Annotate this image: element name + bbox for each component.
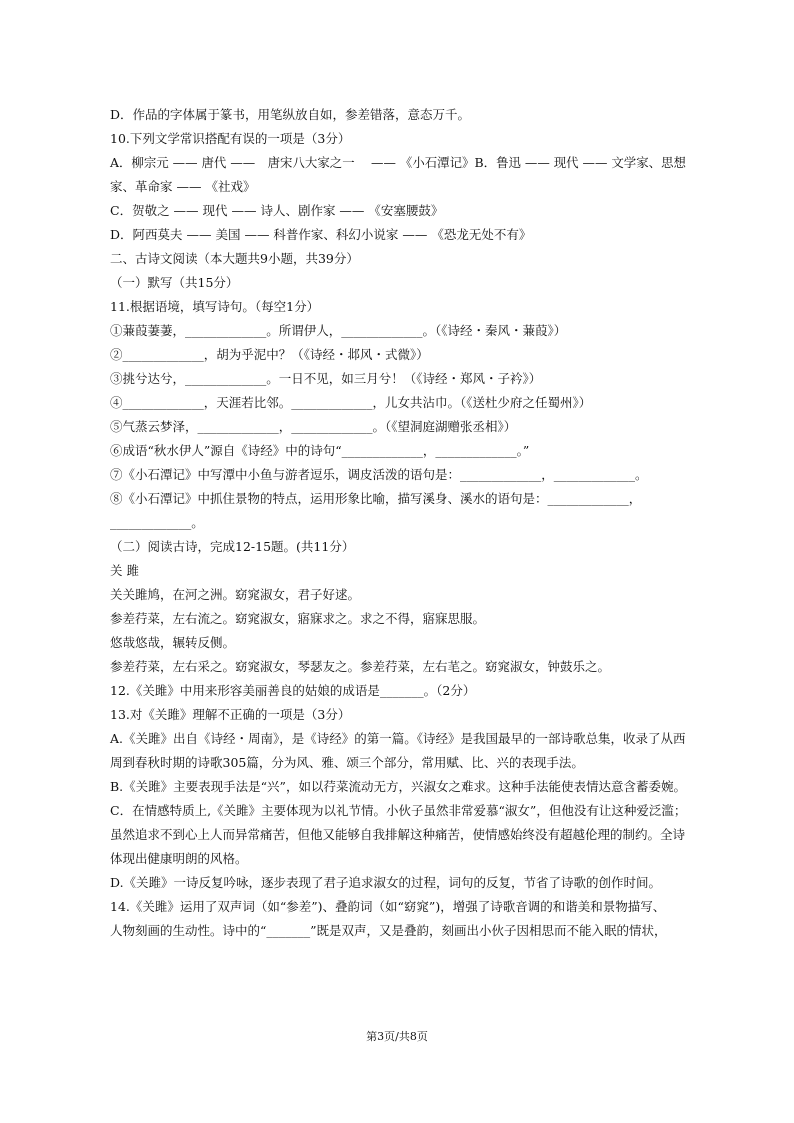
- poem-title: 关 雎: [110, 563, 139, 578]
- text-line: 14.《关雎》运用了双声词（如“参差”)、叠韵词（如“窈窕”)，增强了诗歌音调的和谐美和景物描写、: [110, 899, 666, 914]
- subsection-heading: （二）阅读古诗，完成12-15题。(共11分）: [110, 539, 355, 554]
- text-line: 体现出健康明朗的风格。: [110, 851, 248, 866]
- text-line: B.《关雎》主要表现手法是“兴”，如以荇菜流动无方，兴淑女之难求。这种手法能使表情达意含蓄委婉。: [110, 779, 686, 794]
- text-line: C．在情感特质上,《关雎》主要体现为以礼节情。小伙子虽然非常爱慕“淑女”，但他没有让这种爱泛滥；: [110, 803, 687, 818]
- text-line: ⑧《小石潭记》中抓住景物的特点，运用形象比喻，描写溪身、溪水的语句是：_____________，: [110, 491, 642, 506]
- question-heading: 11.根据语境，填写诗句。（每空1分）: [110, 299, 320, 314]
- text-line: ③挑兮达兮，_____________。一日不见，如三月兮！（《诗经・郑风・子衿》）: [110, 371, 542, 386]
- question-heading: 13.对《关雎》理解不正确的一项是（3分）: [110, 707, 351, 722]
- poem-line: 关关雎鸠，在河之洲。窈窕淑女，君子好逑。: [110, 587, 361, 602]
- section-heading: 二、古诗文阅读（本大题共9小题，共39分）: [110, 251, 359, 266]
- text-line: D．阿西莫夫 —— 美国 —— 科普作家、科幻小说家 —— 《恐龙无处不有》: [110, 227, 532, 242]
- poem-line: 悠哉悠哉，辗转反侧。: [110, 635, 236, 650]
- text-line: 人物刻画的生动性。诗中的“_______”既是双声，又是叠韵，刻画出小伙子因相思而不能入眠的情状，: [110, 923, 667, 938]
- page-footer: 第3页/共8页: [366, 1030, 428, 1043]
- text-line: D．作品的字体属于篆书，用笔纵放自如，参差错落，意态万千。: [110, 107, 471, 122]
- subsection-heading: （一）默写（共15分）: [110, 275, 239, 290]
- text-line: C．贺敬之 —— 现代 —— 诗人、剧作家 —— 《安塞腰鼓》: [110, 203, 444, 218]
- poem-line: 参差荇菜，左右采之。窈窕淑女，琴瑟友之。参差荇菜，左右芼之。窈窕淑女，钟鼓乐之。: [110, 659, 611, 674]
- text-line: 12.《关雎》中用来形容美丽善良的姑娘的成语是_______。（2分）: [110, 683, 476, 698]
- text-line: ②_____________，胡为乎泥中？（《诗经・邶风・式微》）: [110, 347, 429, 362]
- text-line: ④_____________，天涯若比邻。_____________，儿女共沾巾。（《送杜少府之任蜀州》）: [110, 395, 592, 410]
- text-line: ①蒹葭萋萋，_____________。所谓伊人，_____________。（《诗经・秦风・蒹葭》）: [110, 323, 567, 338]
- text-line: 虽然追求不到心上人而异常痛苦，但他又能够自我排解这种痛苦，使情感始终没有超越伦理的制约。全诗: [110, 827, 686, 842]
- text-line: 周到春秋时期的诗歌305篇，分为风、雅、颂三个部分，常用赋、比、兴的表现手法。: [110, 755, 584, 770]
- text-line: D.《关雎》一诗反复吟咏，逐步表现了君子追求淑女的过程，词句的反复，节省了诗歌的创作时间。: [110, 875, 662, 890]
- text-line: 10.下列文学常识搭配有误的一项是（3分）: [110, 131, 351, 146]
- text-line: A．柳宗元 —— 唐代 —— 唐宋八大家之一 —— 《小石潭记》B．鲁迅 —— 现代 —— 文学家、思想: [110, 155, 686, 170]
- text-line: ⑤气蒸云梦泽，_____________，_____________。（《望洞庭湖赠张丞相》）: [110, 419, 517, 434]
- text-line: _____________。: [110, 515, 204, 530]
- text-line: ⑦《小石潭记》中写潭中小鱼与游者逗乐，调皮活泼的语句是：_____________，_____________。: [110, 467, 648, 482]
- text-line: A.《关雎》出自《诗经・周南》，是《诗经》的第一篇。《诗经》是我国最早的一部诗歌总集，收录了从西: [110, 731, 686, 746]
- text-line: 家、革命家 —— 《社戏》: [110, 179, 256, 194]
- poem-line: 参差荇菜，左右流之。窈窕淑女，寤寐求之。求之不得，寤寐思服。: [110, 611, 486, 626]
- text-line: ⑥成语“秋水伊人”源自《诗经》中的诗句“_____________，_____________。”: [110, 443, 530, 458]
